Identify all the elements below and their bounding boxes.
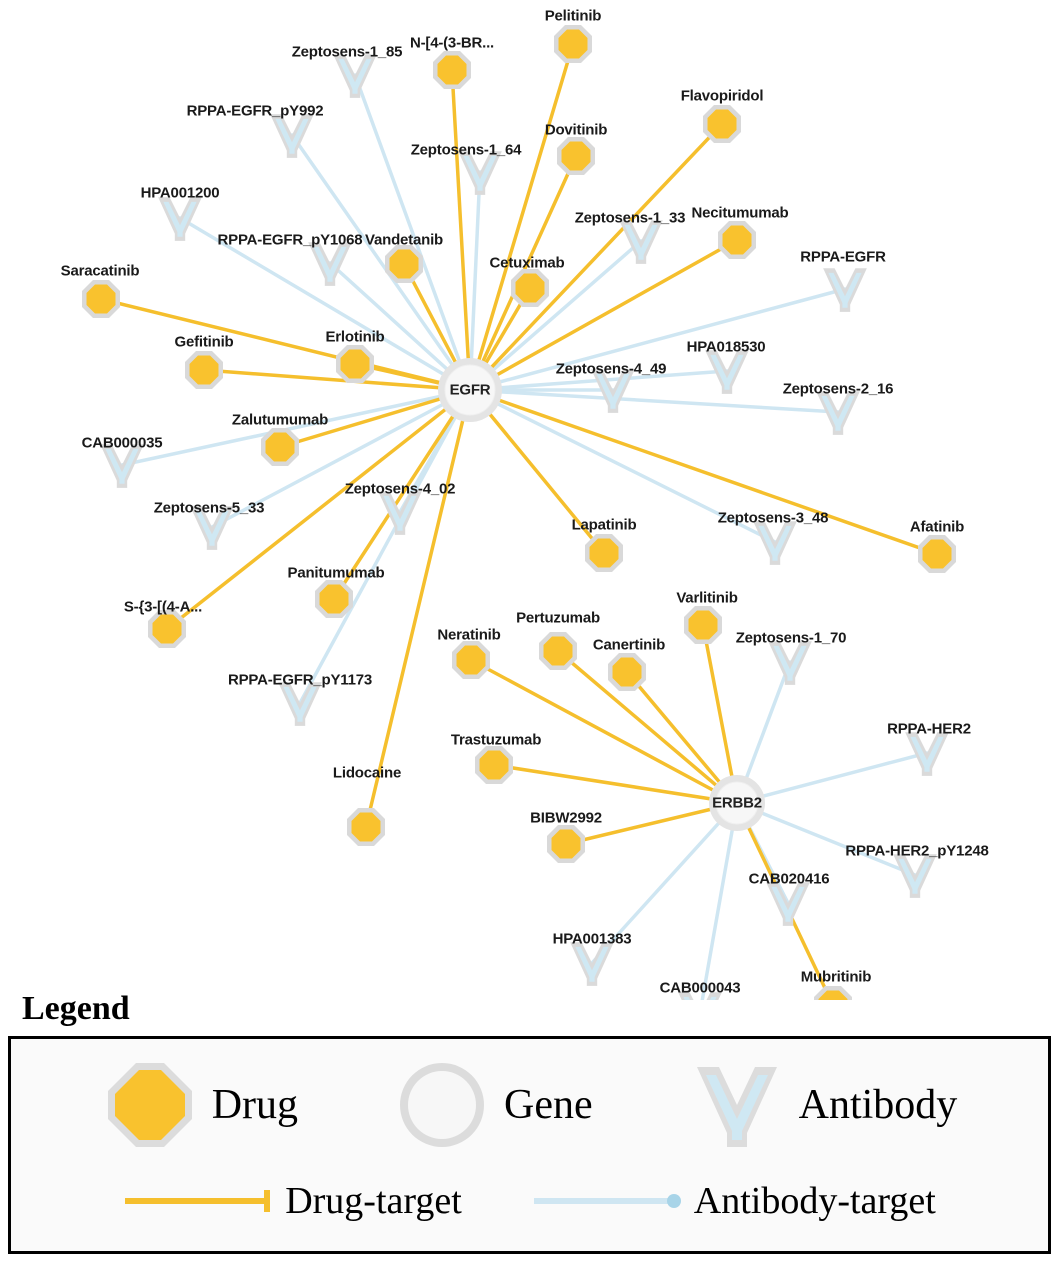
drug-node[interactable] — [703, 105, 741, 143]
antibody-node[interactable] — [158, 197, 202, 241]
antibody-target-edge-icon — [532, 1186, 684, 1216]
antibody-node[interactable] — [905, 732, 949, 776]
legend-item-antibody — [689, 1057, 958, 1153]
drug-label: Saracatinib — [60, 262, 140, 280]
drug-node[interactable] — [433, 51, 471, 89]
antibody-label: Zeptosens-3_48 — [717, 509, 829, 527]
antibody-label: Zeptosens-1_85 — [291, 43, 403, 61]
legend-node-row — [11, 1057, 1048, 1153]
drug-node[interactable] — [347, 808, 385, 846]
drug-label: Varlitinib — [676, 589, 738, 607]
drug-label: S-{3-[(4-A... — [123, 598, 203, 616]
drug-target-edge-icon — [123, 1186, 275, 1216]
antibody-label: CAB000043 — [659, 979, 741, 997]
antibody-label: HPA018530 — [686, 338, 766, 356]
legend-item-antibody-target — [532, 1179, 936, 1223]
drug-label: Neratinib — [437, 626, 501, 644]
legend-box — [8, 1036, 1051, 1254]
drug-node[interactable] — [385, 245, 423, 283]
drug-label: Gefitinib — [174, 333, 234, 351]
antibody-label: RPPA-EGFR_pY1068 — [217, 231, 363, 249]
antibody-node[interactable] — [823, 268, 867, 312]
drug-target-edge — [366, 390, 470, 827]
antibody-node[interactable] — [619, 220, 663, 264]
drug-node[interactable] — [261, 428, 299, 466]
drug-node[interactable] — [185, 351, 223, 389]
drug-node[interactable] — [336, 345, 374, 383]
antibody-node[interactable] — [768, 641, 812, 685]
antibody-label: Zeptosens-1_33 — [574, 209, 686, 227]
drug-label: N-[4-(3-BR... — [409, 34, 495, 52]
antibody-label: Zeptosens-1_64 — [410, 141, 522, 159]
drug-node[interactable] — [539, 632, 577, 670]
drug-node[interactable] — [475, 746, 513, 784]
gene-label: ERBB2 — [712, 794, 762, 812]
antibody-node[interactable] — [333, 54, 377, 98]
antibody-label: CAB020416 — [748, 870, 830, 888]
drug-label: Erlotinib — [325, 328, 385, 346]
drug-label: Necitumumab — [691, 204, 789, 222]
drug-target-edge — [470, 390, 937, 554]
drug-node[interactable] — [452, 641, 490, 679]
drug-icon — [102, 1057, 198, 1153]
antibody-label: RPPA-EGFR_pY1173 — [227, 671, 373, 689]
legend-item-gene — [394, 1057, 593, 1153]
drug-label: Lapatinib — [571, 516, 637, 534]
drug-node[interactable] — [547, 825, 585, 863]
legend-title: Legend — [22, 990, 130, 1027]
antibody-node[interactable] — [816, 391, 860, 435]
gene-label: EGFR — [449, 381, 491, 399]
drug-label: Flavopiridol — [680, 87, 764, 105]
antibody-target-edge — [737, 753, 927, 803]
drug-label: Canertinib — [592, 636, 666, 654]
antibody-label: Zeptosens-2_16 — [782, 380, 894, 398]
antibody-node[interactable] — [278, 682, 322, 726]
legend-label-antibody: Antibody — [798, 1082, 958, 1128]
drug-label: Vandetanib — [364, 231, 444, 249]
drug-label: Dovitinib — [544, 121, 608, 139]
drug-label: Zalutumumab — [231, 411, 329, 429]
drug-node[interactable] — [511, 269, 549, 307]
drug-target-edge — [452, 70, 470, 390]
legend-label-gene: Gene — [504, 1082, 593, 1128]
legend-edge-row — [11, 1179, 1048, 1223]
antibody-node[interactable] — [570, 942, 614, 986]
drug-node[interactable] — [585, 534, 623, 572]
drug-label: Mubritinib — [800, 968, 872, 986]
drug-node[interactable] — [82, 280, 120, 318]
antibody-label: Zeptosens-5_33 — [153, 499, 265, 517]
drug-label: Trastuzumab — [450, 731, 542, 749]
drug-node[interactable] — [557, 137, 595, 175]
drug-node[interactable] — [684, 606, 722, 644]
legend-label-drug: Drug — [211, 1082, 299, 1128]
antibody-label: CAB000035 — [81, 434, 163, 452]
antibody-node[interactable] — [766, 882, 810, 926]
antibody-icon — [689, 1057, 785, 1153]
antibody-label: Zeptosens-4_49 — [555, 360, 667, 378]
legend-label-antibody-target: Antibody-target — [693, 1180, 936, 1222]
legend-item-drug-target — [123, 1179, 462, 1223]
antibody-target-edge — [700, 803, 737, 1000]
drug-label: BIBW2992 — [530, 809, 602, 827]
antibody-label: Zeptosens-1_70 — [735, 629, 847, 647]
drug-label: Pertuzumab — [516, 609, 600, 627]
antibody-target-edge — [737, 803, 915, 875]
drug-node[interactable] — [148, 610, 186, 648]
legend-item-drug — [102, 1057, 298, 1153]
antibody-label: RPPA-EGFR — [800, 248, 886, 266]
drug-label: Lidocaine — [332, 764, 402, 782]
drug-label: Panitumumab — [287, 564, 385, 582]
drug-node[interactable] — [315, 580, 353, 618]
legend-label-drug-target: Drug-target — [285, 1180, 462, 1222]
drug-label: Cetuximab — [489, 254, 565, 272]
drug-node[interactable] — [718, 221, 756, 259]
antibody-node[interactable] — [308, 242, 352, 286]
antibody-label: HPA001200 — [140, 184, 220, 202]
antibody-node[interactable] — [893, 854, 937, 898]
drug-node[interactable] — [918, 535, 956, 573]
legend — [8, 990, 1051, 1254]
antibody-label: Zeptosens-4_02 — [344, 480, 456, 498]
antibody-label: RPPA-HER2 — [887, 720, 971, 738]
antibody-node[interactable] — [753, 521, 797, 565]
antibody-label: RPPA-EGFR_pY992 — [186, 102, 324, 120]
drug-label: Pelitinib — [544, 7, 602, 25]
antibody-label: RPPA-HER2_pY1248 — [845, 842, 989, 860]
antibody-label: HPA001383 — [552, 930, 632, 948]
gene-icon — [394, 1057, 490, 1153]
antibody-node[interactable] — [270, 114, 314, 158]
drug-node[interactable] — [608, 653, 646, 691]
drug-label: Afatinib — [909, 518, 965, 536]
drug-node[interactable] — [554, 25, 592, 63]
